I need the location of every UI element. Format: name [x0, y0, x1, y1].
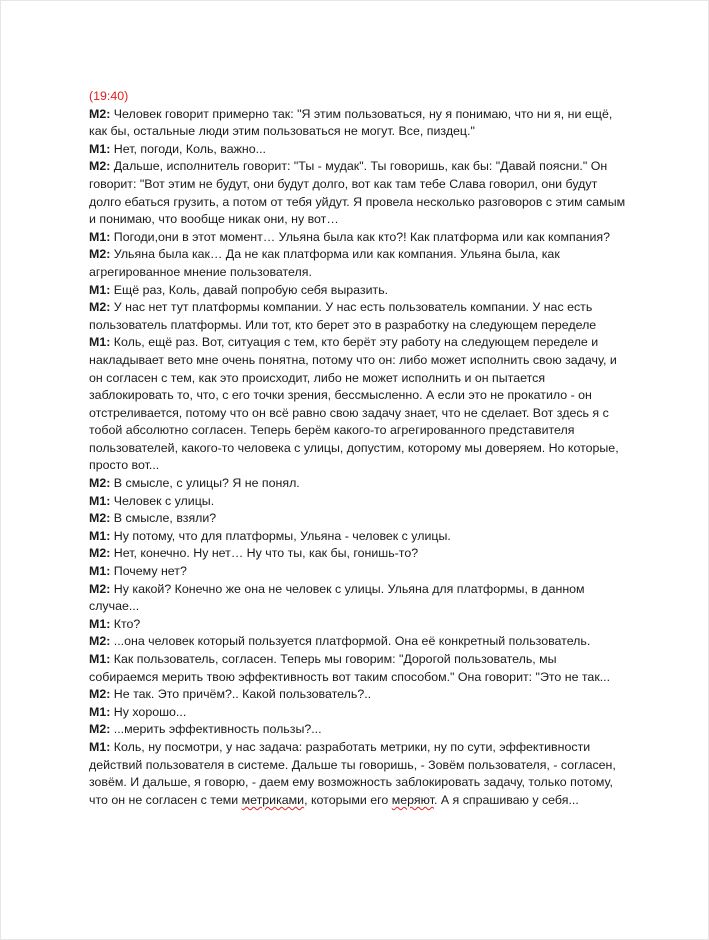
transcript-line [89, 616, 629, 634]
line-text: Погоди,они в этот момент… Ульяна была как кто?! Как платформа или как компания? [110, 229, 610, 244]
transcript-line [89, 686, 629, 704]
line-text: ...мерить эффективность пользы?... [110, 722, 322, 737]
speaker-label: М2: [89, 581, 111, 596]
transcript-line [89, 475, 629, 493]
speaker-label: М1: [89, 141, 111, 156]
misspelled-word: меряют [391, 792, 434, 807]
speaker-label: М1: [89, 493, 111, 508]
line-text: В смысле, взяли? [110, 511, 217, 526]
speaker-label: М2: [89, 634, 111, 649]
transcript-line [89, 493, 629, 511]
line-text: Кто? [110, 616, 141, 631]
speaker-label: М2: [89, 159, 111, 174]
line-text: Ну какой? Конечно же она не человек с улицы. Ульяна для платформы, в данном случае... [89, 581, 585, 614]
line-text: . А я спрашиваю у себя... [433, 792, 579, 807]
speaker-label: М1: [89, 282, 111, 297]
speaker-label: М1: [89, 739, 111, 754]
line-text: Человек с улицы. [110, 493, 215, 508]
line-text: Коль, ну посмотри, у нас задача: разработать метрики, ну по сути, эффективности действий пользователя в системе. Дальше ты говоришь, - Зовём пользователя, - согласен, зовём. И дальше, я говорю, - даем ему возможность заблокировать задачу, только потому, что он не согласен с теми [89, 739, 616, 807]
speaker-label: М1: [89, 335, 111, 350]
transcript-line [89, 704, 629, 722]
speaker-label: М2: [89, 476, 111, 491]
speaker-label: М1: [89, 229, 111, 244]
transcript-line [89, 282, 629, 300]
speaker-label: М2: [89, 247, 111, 262]
speaker-label: М1: [89, 528, 111, 543]
transcript-line [89, 299, 629, 334]
speaker-label: М2: [89, 300, 111, 315]
line-text: Нет, конечно. Ну нет… Ну что ты, как бы, гонишь-то? [110, 546, 419, 561]
line-text: Ну хорошо... [110, 704, 187, 719]
transcript-line [89, 545, 629, 563]
line-text: Почему нет? [110, 564, 187, 579]
transcript-line [89, 581, 629, 616]
line-text: Коль, ещё раз. Вот, ситуация с тем, кто берёт эту работу на следующем переделе и накладывает вето мне очень понятна, потому что он: либо может исполнить свою задачу, и он согласен с тем, как это происходит, либо не может исполнить и он пытается заблокировать то, что, с его точки зрения, бессмысленно. А если это не прокатило - он отстреливается, потому что он всё равно свою задачу знает, что не сделает. Вот здесь я с тобой абсолютно согласен. Теперь берём какого-то агрегированного представителя пользователей, какого-то человека с улицы, допустим, которому мы доверяем. Но которые, просто вот... [89, 335, 619, 473]
transcript-line [89, 739, 629, 809]
transcript-line [89, 246, 629, 281]
line-text: Ну потому, что для платформы, Ульяна - человек с улицы. [110, 528, 451, 543]
line-text: Как пользователь, согласен. Теперь мы говорим: "Дорогой пользователь, мы собираемся мерить твою эффективность вот таким способом." Она говорит: "Это не так... [89, 652, 611, 684]
speaker-label: М2: [89, 722, 111, 737]
speaker-label: М1: [89, 652, 111, 666]
line-text: Ещё раз, Коль, давай попробую себя выразить. [110, 282, 389, 297]
line-text: Не так. Это причём?.. Какой пользователь?.. [110, 687, 372, 702]
line-text: Ульяна была как… Да не как платформа или как компания. Ульяна была, как агрегированное мнение пользователя. [89, 247, 560, 279]
timestamp: (19:40) [89, 89, 129, 103]
transcript-line [89, 158, 629, 228]
transcript-line [89, 563, 629, 581]
speaker-label: М2: [89, 106, 111, 121]
transcript-line [89, 510, 629, 528]
transcript-line [89, 141, 629, 159]
line-text: ...она человек который пользуется платформой. Она её конкретный пользователь. [110, 634, 591, 649]
transcript-line [89, 334, 629, 475]
speaker-label: М2: [89, 511, 111, 526]
transcript [89, 88, 629, 809]
speaker-label: М1: [89, 564, 111, 579]
transcript-line [89, 633, 629, 651]
line-text: В смысле, с улицы? Я не понял. [110, 476, 300, 491]
line-text: У нас нет тут платформы компании. У нас есть пользователь компании. У нас есть пользователь платформы. Или тот, кто берет это в разработку на следующем переделе [89, 300, 597, 332]
line-text: Дальше, исполнитель говорит: "Ты - мудак". Ты говоришь, как бы: "Давай поясни." Он говорит: "Вот этим не будут, они будут долго, вот как там тебе Слава говорил, они будут долго ебаться грузить, а потом от тебя уйдут. Я провела несколько разговоров с этим самым и понимаю, что вообще никак они, ну вот… [89, 159, 626, 227]
speaker-label: М2: [89, 687, 111, 702]
line-text: Нет, погоди, Коль, важно... [110, 141, 266, 156]
transcript-line [89, 651, 629, 686]
transcript-line [89, 229, 629, 247]
speaker-label: М2: [89, 546, 111, 561]
transcript-line [89, 106, 629, 141]
misspelled-word: метриками [241, 792, 305, 807]
line-text: , которыми его [304, 792, 392, 807]
transcript-line [89, 721, 629, 739]
line-text: Человек говорит примерно так: "Я этим пользоваться, ну я понимаю, что ни я, ни ещё, как бы, остальные люди этим пользоваться не могут. Все, пиздец." [89, 106, 613, 139]
speaker-label: М1: [89, 704, 111, 719]
transcript-line [89, 528, 629, 546]
speaker-label: М1: [89, 616, 111, 631]
transcript-lines [89, 106, 629, 739]
